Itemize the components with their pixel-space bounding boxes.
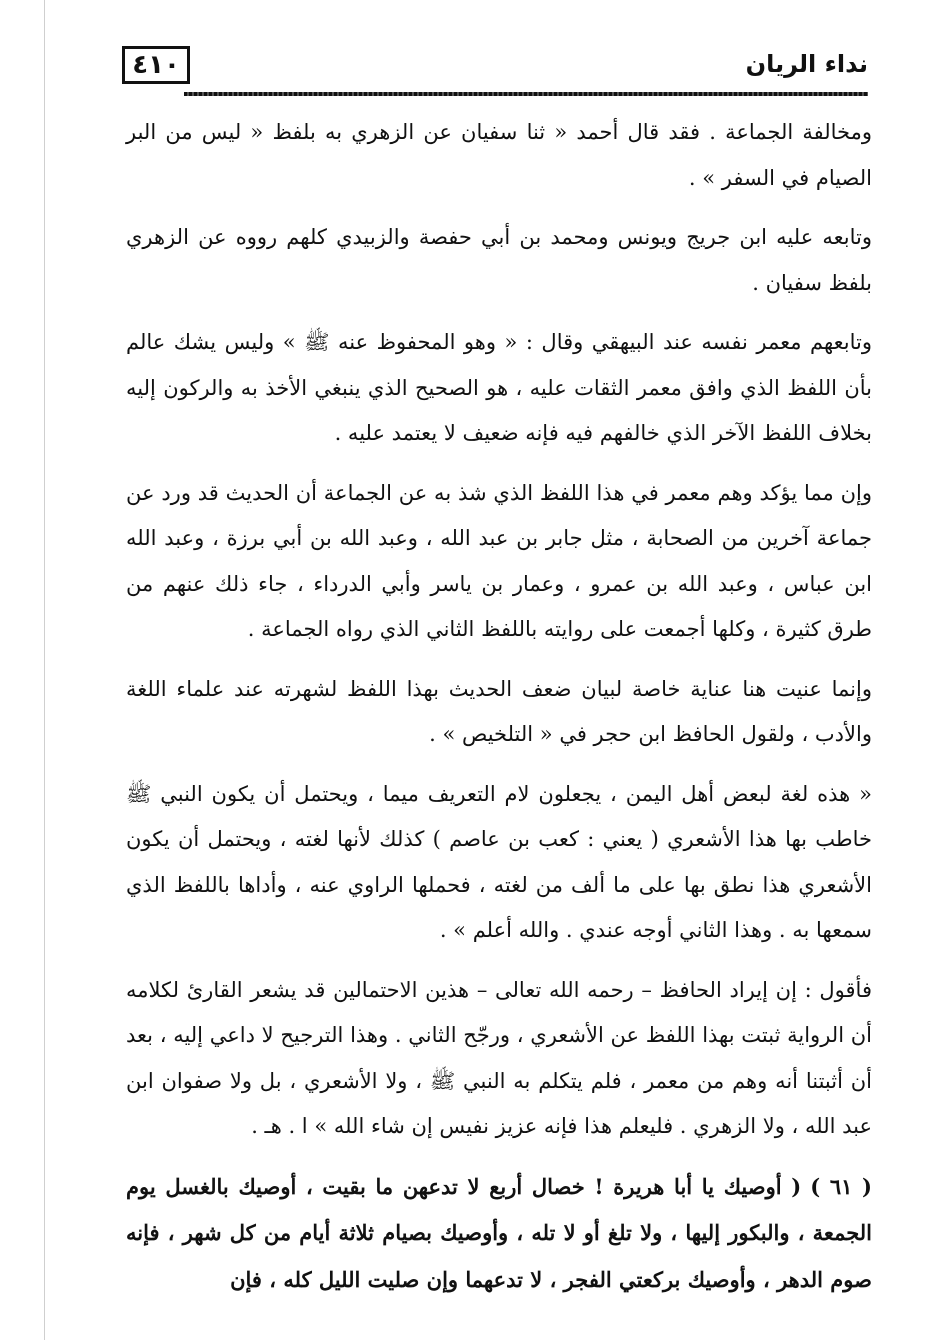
paragraph: فأقول : إن إيراد الحافظ – رحمه الله تعالى – هذين الاحتمالين قد يشعر القارئ لكلامه أن الرواية ثبتت بهذا اللفظ عن الأشعري ، ورجّح الثاني . وهذا الترجيح لا داعي إليه ، بعد أن أثبتنا أنه وهم من معمر ، فلم يتكلم به النبي ﷺ ، ولا الأشعري ، بل ولا صفوان ابن عبد الله ، ولا الزهري . فليعلم هذا فإنه عزيز نفيس إن شاء الله » ا . هـ .	[126, 977, 872, 1138]
paragraph: وتابعه عليه ابن جريج ويونس ومحمد بن أبي حفصة والزبيدي كلهم رووه عن الزهري بلفظ سفيان .	[126, 225, 872, 295]
page-header	[122, 42, 868, 98]
page-body	[126, 110, 872, 1315]
paragraph: وإنما عنيت هنا عناية خاصة لبيان ضعف الحديث بهذا اللفظ لشهرته عند علماء اللغة والأدب ، ولقول الحافظ ابن حجر في « التلخيص » .	[126, 676, 873, 746]
hadith-paragraph	[126, 1164, 872, 1304]
page-edge-line	[44, 0, 45, 1340]
hadith-text: ( أوصيك يا أبا هريرة ! خصال أربع لا تدعهن ما بقيت ، أوصيك بالغسل يوم الجمعة ، والبكور إليها ، ولا تلغ أو لا تله ، وأوصيك بصيام ثلاثة أيام من كل شهر ، فإنه صوم الدهر ، وأوصيك بركعتي الفجر ، لا تدعهما وإن صليت الليل كله ، فإن	[126, 1173, 872, 1292]
paragraph: وإن مما يؤكد وهم معمر في هذا اللفظ الذي شذ به عن الجماعة أن الحديث قد ورد عن جماعة آخرين من الصحابة ، مثل جابر بن عبد الله ، وعبد الله بن أبي برزة ، وعبد الله ابن عباس ، وعبد الله بن عمرو ، وعمار بن ياسر وأبي الدرداء ، جاء ذلك عنهم من طرق كثيرة ، وكلها أجمعت على روايته باللفظ الثاني الذي رواه الجماعة .	[126, 480, 872, 641]
running-title: نداء الريان	[745, 50, 868, 78]
header-rule	[184, 92, 868, 96]
page-number: ٤١٠	[122, 46, 190, 84]
paragraph: ومخالفة الجماعة . فقد قال أحمد « ثنا سفيان عن الزهري به بلفظ « ليس من البر الصيام في السفر » .	[126, 120, 872, 190]
quote-paragraph: « هذه لغة لبعض أهل اليمن ، يجعلون لام التعريف ميما ، ويحتمل أن يكون النبي ﷺ خاطب بها هذا الأشعري ( يعني : كعب بن عاصم ) كذلك لأنها لغته ، ويحتمل أن يكون الأشعري هذا نطق بها على ما ألف من لغته ، فحملها الراوي عنه ، وأداها باللفظ الذي سمعها به . وهذا الثاني أوجه عندي . والله أعلم » .	[126, 781, 872, 942]
paragraph: وتابعهم معمر نفسه عند البيهقي وقال : « وهو المحفوظ عنه ﷺ » وليس يشك عالم بأن اللفظ الذي وافق معمر الثقات عليه ، هو الصحيح الذي ينبغي الأخذ به والركون إليه بخلاف اللفظ الآخر الذي خالفهم فيه فإنه ضعيف لا يعتمد عليه .	[126, 330, 872, 445]
hadith-number: ( ٦١ )	[810, 1173, 872, 1199]
